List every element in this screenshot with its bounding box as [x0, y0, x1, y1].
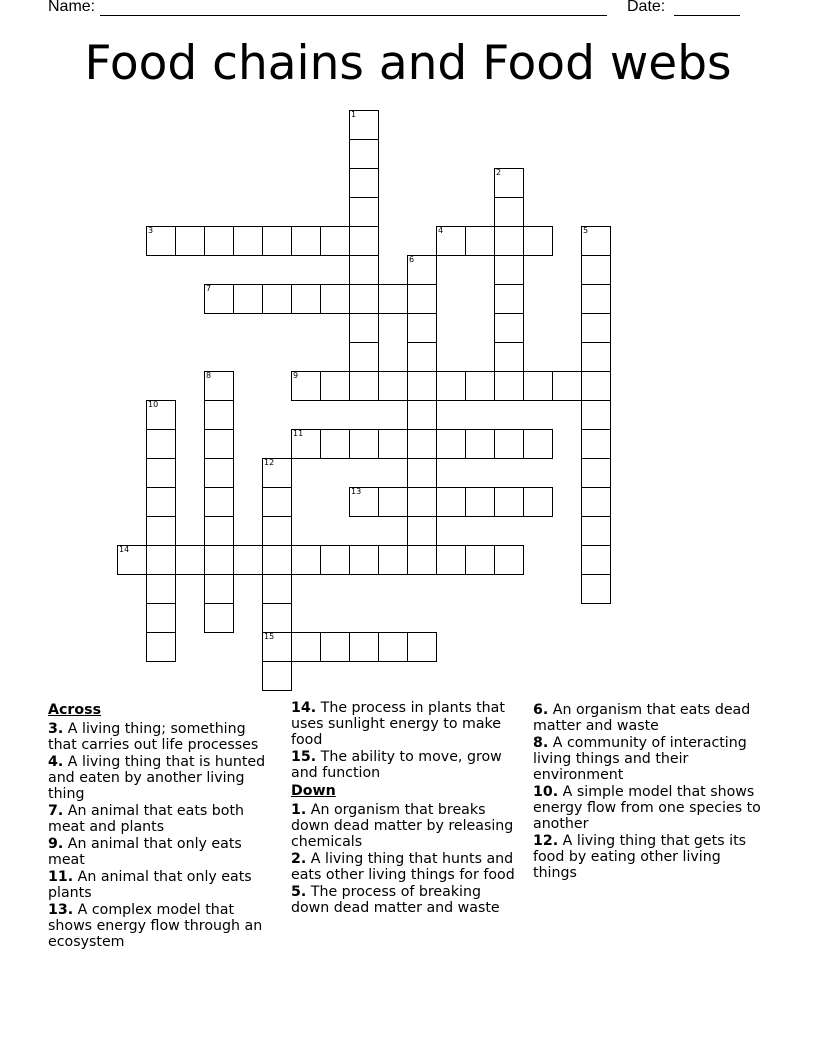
grid-cell[interactable]	[378, 284, 408, 314]
clue-number: 12	[264, 458, 275, 467]
grid-cell[interactable]	[204, 516, 234, 546]
grid-cell[interactable]	[349, 429, 379, 459]
grid-cell[interactable]	[581, 342, 611, 372]
grid-cell[interactable]	[581, 487, 611, 517]
grid-cell[interactable]	[465, 371, 495, 401]
grid-cell[interactable]	[581, 574, 611, 604]
grid-cell[interactable]	[494, 342, 524, 372]
grid-cell[interactable]	[581, 458, 611, 488]
grid-cell[interactable]	[291, 226, 321, 256]
clue-across-4: 4. A living thing that is hunted and eaten by another living thing	[48, 754, 266, 802]
clue-across-13: 13. A complex model that shows energy flow through an ecosystem	[48, 902, 263, 950]
grid-cell[interactable]	[320, 284, 350, 314]
grid-cell[interactable]	[146, 400, 176, 430]
grid-cell[interactable]	[407, 429, 437, 459]
grid-cell[interactable]	[552, 371, 582, 401]
grid-cell[interactable]	[523, 487, 553, 517]
grid-cell[interactable]	[436, 487, 466, 517]
down-heading: Down	[291, 783, 336, 799]
grid-cell[interactable]	[407, 487, 437, 517]
grid-cell[interactable]	[204, 574, 234, 604]
grid-cell[interactable]	[523, 371, 553, 401]
grid-cell[interactable]	[262, 661, 292, 691]
grid-cell[interactable]	[262, 226, 292, 256]
clue-number: 8	[206, 371, 212, 380]
grid-cell[interactable]	[146, 545, 176, 575]
grid-cell[interactable]	[494, 371, 524, 401]
grid-cell[interactable]	[581, 226, 611, 256]
clue-number: 2	[496, 168, 502, 177]
grid-cell[interactable]	[291, 284, 321, 314]
clue-down-1: 1. An organism that breaks down dead matter by releasing chemicals	[291, 802, 514, 850]
grid-cell[interactable]	[349, 255, 379, 285]
clue-number: 11	[293, 429, 304, 438]
puzzle-title: Food chains and Food webs	[84, 36, 732, 91]
clue-number: 1	[351, 110, 357, 119]
grid-cell[interactable]	[349, 110, 379, 140]
clues-column-1	[48, 700, 273, 951]
grid-cell[interactable]	[407, 400, 437, 430]
grid-cell[interactable]	[233, 545, 263, 575]
grid-cell[interactable]	[465, 487, 495, 517]
grid-cell[interactable]	[378, 429, 408, 459]
grid-cell[interactable]	[494, 255, 524, 285]
grid-cell[interactable]	[204, 429, 234, 459]
grid-cell[interactable]	[233, 284, 263, 314]
grid-cell[interactable]	[378, 371, 408, 401]
grid-cell[interactable]	[291, 429, 321, 459]
grid-cell[interactable]	[146, 632, 176, 662]
grid-cell[interactable]	[204, 603, 234, 633]
grid-cell[interactable]	[436, 371, 466, 401]
grid-cell[interactable]	[349, 545, 379, 575]
clue-across-14: 14. The process in plants that uses sunlight energy to make food	[291, 700, 505, 748]
clue-down-8: 8. A community of interacting living things and their environment	[533, 735, 747, 783]
grid-cell[interactable]	[378, 487, 408, 517]
grid-cell[interactable]	[262, 603, 292, 633]
grid-cell[interactable]	[291, 371, 321, 401]
grid-cell[interactable]	[204, 284, 234, 314]
grid-cell[interactable]	[320, 545, 350, 575]
grid-cell[interactable]	[262, 545, 292, 575]
grid-cell[interactable]	[581, 313, 611, 343]
clues-column-3	[533, 702, 769, 882]
grid-cell[interactable]	[494, 545, 524, 575]
clue-number: 5	[583, 226, 589, 235]
clue-down-10: 10. A simple model that shows energy flow from one species to another	[533, 784, 761, 832]
grid-cell[interactable]	[320, 226, 350, 256]
grid-cell[interactable]	[465, 226, 495, 256]
grid-cell[interactable]	[494, 429, 524, 459]
name-blank-line[interactable]	[100, 15, 607, 16]
grid-cell[interactable]	[204, 226, 234, 256]
grid-cell[interactable]	[175, 226, 205, 256]
grid-cell[interactable]	[175, 545, 205, 575]
grid-cell[interactable]	[494, 197, 524, 227]
grid-cell[interactable]	[204, 371, 234, 401]
clue-down-5: 5. The process of breaking down dead matter and waste	[291, 884, 500, 916]
clue-across-11: 11. An animal that only eats plants	[48, 869, 252, 901]
grid-cell[interactable]	[349, 371, 379, 401]
grid-cell[interactable]	[349, 487, 379, 517]
grid-cell[interactable]	[146, 574, 176, 604]
grid-cell[interactable]	[349, 342, 379, 372]
grid-cell[interactable]	[349, 284, 379, 314]
grid-cell[interactable]	[407, 255, 437, 285]
across-heading: Across	[48, 702, 102, 718]
clue-down-6: 6. An organism that eats dead matter and waste	[533, 702, 751, 734]
grid-cell[interactable]	[349, 226, 379, 256]
grid-cell[interactable]	[407, 313, 437, 343]
grid-cell[interactable]	[262, 284, 292, 314]
clue-number: 10	[148, 400, 159, 409]
grid-cell[interactable]	[349, 197, 379, 227]
grid-cell[interactable]	[233, 226, 263, 256]
clue-number: 6	[409, 255, 415, 264]
date-blank-line[interactable]	[674, 15, 740, 16]
clue-number: 9	[293, 371, 299, 380]
grid-cell[interactable]	[581, 284, 611, 314]
grid-cell[interactable]	[204, 545, 234, 575]
grid-cell[interactable]	[320, 429, 350, 459]
grid-cell[interactable]	[146, 487, 176, 517]
grid-cell[interactable]	[494, 284, 524, 314]
grid-cell[interactable]	[465, 545, 495, 575]
grid-cell[interactable]	[146, 458, 176, 488]
clue-number: 15	[264, 632, 275, 641]
clue-across-3: 3. A living thing; something that carries out life processes	[48, 721, 259, 753]
grid-cell[interactable]	[407, 632, 437, 662]
header-line	[48, 0, 740, 20]
clue-across-9: 9. An animal that only eats meat	[48, 836, 242, 868]
grid-cell[interactable]	[407, 516, 437, 546]
clue-across-15: 15. The ability to move, grow and function	[291, 749, 502, 781]
grid-cell[interactable]	[494, 313, 524, 343]
clue-down-12: 12. A living thing that gets its food by eating other living things	[533, 833, 747, 881]
grid-cell[interactable]	[523, 226, 553, 256]
grid-cell[interactable]	[494, 168, 524, 198]
grid-cell[interactable]	[320, 632, 350, 662]
grid-cell[interactable]	[494, 487, 524, 517]
clue-number: 4	[438, 226, 444, 235]
grid-cell[interactable]	[581, 429, 611, 459]
grid-cell[interactable]	[146, 603, 176, 633]
clues-column-2	[291, 700, 521, 917]
grid-cell[interactable]	[262, 487, 292, 517]
clue-number: 13	[351, 487, 362, 496]
grid-cell[interactable]	[494, 226, 524, 256]
grid-cell[interactable]	[581, 255, 611, 285]
grid-cell[interactable]	[262, 516, 292, 546]
grid-cell[interactable]	[349, 139, 379, 169]
clue-across-7: 7. An animal that eats both meat and plants	[48, 803, 245, 835]
grid-cell[interactable]	[581, 371, 611, 401]
grid-cell[interactable]	[262, 458, 292, 488]
grid-cell[interactable]	[204, 487, 234, 517]
grid-cell[interactable]	[436, 429, 466, 459]
grid-cell[interactable]	[146, 226, 176, 256]
grid-cell[interactable]	[407, 284, 437, 314]
grid-cell[interactable]	[146, 429, 176, 459]
grid-cell[interactable]	[204, 400, 234, 430]
grid-cell[interactable]	[378, 632, 408, 662]
grid-cell[interactable]	[581, 545, 611, 575]
grid-cell[interactable]	[204, 458, 234, 488]
clue-number: 3	[148, 226, 154, 235]
grid-cell[interactable]	[291, 632, 321, 662]
grid-cell[interactable]	[407, 371, 437, 401]
grid-cell[interactable]	[117, 545, 147, 575]
name-label: Name:	[48, 0, 96, 15]
clue-number: 7	[206, 284, 212, 293]
grid-cell[interactable]	[349, 313, 379, 343]
clue-down-2: 2. A living thing that hunts and eats other living things for food	[291, 851, 515, 883]
grid-cell[interactable]	[349, 168, 379, 198]
grid-cell[interactable]	[581, 516, 611, 546]
grid-cell[interactable]	[262, 632, 292, 662]
grid-cell[interactable]	[262, 574, 292, 604]
grid-cell[interactable]	[407, 342, 437, 372]
grid-cell[interactable]	[320, 371, 350, 401]
grid-cell[interactable]	[378, 545, 408, 575]
grid-cell[interactable]	[465, 429, 495, 459]
grid-cell[interactable]	[407, 458, 437, 488]
clue-number: 14	[119, 545, 130, 554]
date-label: Date:	[627, 0, 666, 15]
grid-cell[interactable]	[291, 545, 321, 575]
grid-cell[interactable]	[581, 400, 611, 430]
grid-cell[interactable]	[436, 545, 466, 575]
grid-cell[interactable]	[146, 516, 176, 546]
grid-cell[interactable]	[523, 429, 553, 459]
grid-cell[interactable]	[349, 632, 379, 662]
grid-cell[interactable]	[407, 545, 437, 575]
grid-cell[interactable]	[436, 226, 466, 256]
